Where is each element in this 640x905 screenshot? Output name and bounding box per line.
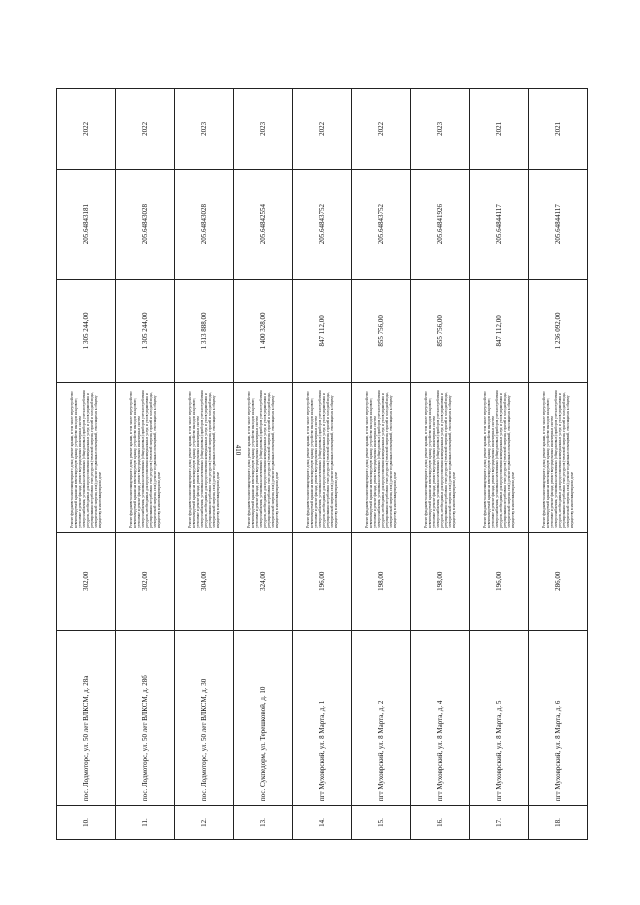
area-cell: 196,00 [470,532,528,630]
cost-cell: 855 756,00 [352,279,410,383]
cost-cell: 847 112,00 [470,279,528,383]
year-cell: 2022 [317,121,326,136]
area-cell: 196,00 [293,532,351,630]
work-types-cell: Ремонт фундамента многоквартирного дома; ремонт крыши, в том числе переустройство невентилируемой крыши на вентилируемую крышу, устройство выходов на кровлю; утепление и ремонт фасада; ремонт внутридомовых инженерных систем электроснабжения, установка коллективных (общедомовых) приборов учета потребления ресурсов, необходимых для предоставления коммунальных услуг, и узлов управления и регулирования потребления этих ресурсов (тепловой энергии, горячей и холодной воды, электрической энергии, газа); ремонт подвальных помещений, относящихся к общему имуществу в многоквартирном доме [411,382,469,532]
cost-cell: 1 236 092,00 [529,279,587,383]
table-row [470,89,529,839]
work-types-cell: Ремонт фундамента многоквартирного дома; ремонт крыши, в том числе переустройство невентилируемой крыши на вентилируемую крышу, устройство выходов на кровлю; утепление и ремонт фасада; ремонт внутридомовых инженерных систем электроснабжения, установка коллективных (общедомовых) приборов учета потребления ресурсов, необходимых для предоставления коммунальных услуг, и узлов управления и регулирования потребления этих ресурсов (тепловой энергии, горячей и холодной воды, электрической энергии, газа); ремонт подвальных помещений, относящихся к общему имуществу в многоквартирном доме [293,382,351,532]
cost-cell: 1 400 328,00 [234,279,292,383]
table-row [234,89,293,839]
work-types-cell: Ремонт фундамента многоквартирного дома; ремонт крыши, в том числе переустройство невентилируемой крыши на вентилируемую крышу, устройство выходов на кровлю; утепление и ремонт фасада; ремонт внутридомовых инженерных систем электроснабжения, установка коллективных (общедомовых) приборов учета потребления ресурсов, необходимых для предоставления коммунальных услуг, и узлов управления и регулирования потребления этих ресурсов (тепловой энергии, горячей и холодной воды, электрической энергии, газа); ремонт подвальных помещений, относящихся к общему имуществу в многоквартирном доме [529,382,587,532]
area-cell: 198,00 [411,532,469,630]
row-number-cell: 16. [411,805,469,839]
year-cell: 2023 [258,121,267,136]
table-row [116,89,175,839]
address-cell: пгт Муховрский, ул. 8 Марта, д. 6 [529,630,587,806]
row-number-cell: 14. [293,805,351,839]
address-cell: пос. Сукпедорм, ул. Терешковой, д. 10 [234,630,292,806]
house-id-cell: 205.64843028 [175,169,233,279]
row-number-cell: 15. [352,805,410,839]
house-id-cell: 205.64843752 [352,169,410,279]
address-cell: пгт Муховрский, ул. 8 Марта, д. 1 [293,630,351,806]
year-cell: 2023 [199,121,208,136]
area-cell: 198,00 [352,532,410,630]
year-cell: 2022 [376,121,385,136]
house-id-cell: 205.64841926 [411,169,469,279]
work-types-cell: Ремонт фундамента многоквартирного дома; ремонт крыши, в том числе переустройство невентилируемой крыши на вентилируемую крышу, устройство выходов на кровлю; утепление и ремонт фасада; ремонт внутридомовых инженерных систем электроснабжения, установка коллективных (общедомовых) приборов учета потребления ресурсов, необходимых для предоставления коммунальных услуг, и узлов управления и регулирования потребления этих ресурсов (тепловой энергии, горячей и холодной воды, электрической энергии, газа); ремонт подвальных помещений, относящихся к общему имуществу в многоквартирном доме [470,382,528,532]
table-row [352,89,411,839]
address-cell: пос. Лодмоторс, ул. 50 лет ВЛКСМ, д. 28а [57,630,115,806]
area-cell: 286,00 [529,532,587,630]
address-cell: пос. Лодмоторс, ул. 50 лет ВЛКСМ, д. 28б [116,630,174,806]
house-id-cell: 205.64844117 [470,169,528,279]
row-number-cell: 13. [234,805,292,839]
table-row [175,89,234,839]
table-row [529,89,587,839]
area-cell: 304,00 [175,532,233,630]
row-number-cell: 18. [529,805,587,839]
year-cell: 2021 [494,121,503,136]
cost-cell: 1 305 244,00 [57,279,115,383]
year-cell: 2023 [435,121,444,136]
year-cell: 2022 [140,121,149,136]
cost-cell: 855 756,00 [411,279,469,383]
house-id-cell: 205.64844117 [529,169,587,279]
address-cell: пос. Лодмоторс, ул. 50 лет ВЛКСМ, д. 30 [175,630,233,806]
house-id-cell: 205.64842554 [234,169,292,279]
address-cell: пгт Муховрский, ул. 8 Марта, д. 4 [411,630,469,806]
table-row [411,89,470,839]
cost-cell: 1 305 244,00 [116,279,174,383]
year-cell: 2021 [553,121,562,136]
house-id-cell: 205.64843028 [116,169,174,279]
address-cell: пгт Муховрский, ул. 8 Марта, д. 2 [352,630,410,806]
row-number-cell: 11. [116,805,174,839]
cost-cell: 847 112,00 [293,279,351,383]
table-row [57,89,116,839]
work-types-cell: Ремонт фундамента многоквартирного дома; ремонт крыши, в том числе переустройство невентилируемой крыши на вентилируемую крышу, устройство выходов на кровлю; утепление и ремонт фасада; ремонт внутридомовых инженерных систем электроснабжения, установка коллективных (общедомовых) приборов учета потребления ресурсов, необходимых для предоставления коммунальных услуг, и узлов управления и регулирования потребления этих ресурсов (тепловой энергии, горячей и холодной воды, электрической энергии, газа); ремонт подвальных помещений, относящихся к общему имуществу в многоквартирном доме [116,382,174,532]
work-types-cell: Ремонт фундамента многоквартирного дома; ремонт крыши, в том числе переустройство невентилируемой крыши на вентилируемую крышу, устройство выходов на кровлю; утепление и ремонт фасада; ремонт внутридомовых инженерных систем электроснабжения, установка коллективных (общедомовых) приборов учета потребления ресурсов, необходимых для предоставления коммунальных услуг, и узлов управления и регулирования потребления этих ресурсов (тепловой энергии, горячей и холодной воды, электрической энергии, газа); ремонт подвальных помещений, относящихся к общему имуществу в многоквартирном доме [352,382,410,532]
area-cell: 302,00 [57,532,115,630]
table-row [293,89,352,839]
work-types-cell: Ремонт фундамента многоквартирного дома; ремонт крыши, в том числе переустройство невентилируемой крыши на вентилируемую крышу, устройство выходов на кровлю; утепление и ремонт фасада; ремонт внутридомовых инженерных систем электроснабжения, установка коллективных (общедомовых) приборов учета потребления ресурсов, необходимых для предоставления коммунальных услуг, и узлов управления и регулирования потребления этих ресурсов (тепловой энергии, горячей и холодной воды, электрической энергии, газа); ремонт подвальных помещений, относящихся к общему имуществу в многоквартирном доме [175,382,233,532]
work-types-cell: Ремонт фундамента многоквартирного дома; ремонт крыши, в том числе переустройство невентилируемой крыши на вентилируемую крышу, устройство выходов на кровлю; утепление и ремонт фасада; ремонт внутридомовых инженерных систем электроснабжения, установка коллективных (общедомовых) приборов учета потребления ресурсов, необходимых для предоставления коммунальных услуг, и узлов управления и регулирования потребления этих ресурсов (тепловой энергии, горячей и холодной воды, электрической энергии, газа); ремонт подвальных помещений, относящихся к общему имуществу в многоквартирном доме [234,382,292,532]
year-cell: 2022 [81,121,90,136]
house-id-cell: 205.64843181 [57,169,115,279]
work-types-cell: Ремонт фундамента многоквартирного дома; ремонт крыши, в том числе переустройство невентилируемой крыши на вентилируемую крышу, устройство выходов на кровлю; утепление и ремонт фасада; ремонт внутридомовых инженерных систем электроснабжения, установка коллективных (общедомовых) приборов учета потребления ресурсов, необходимых для предоставления коммунальных услуг, и узлов управления и регулирования потребления этих ресурсов (тепловой энергии, горячей и холодной воды, электрической энергии, газа); ремонт подвальных помещений, относящихся к общему имуществу в многоквартирном доме [57,382,115,532]
cost-cell: 1 313 888,00 [175,279,233,383]
area-cell: 302,00 [116,532,174,630]
house-id-cell: 205.64843752 [293,169,351,279]
address-cell: пгт Муховрский, ул. 8 Марта, д. 5 [470,630,528,806]
page-number: 410 [234,444,242,456]
area-cell: 324,00 [234,532,292,630]
row-number-cell: 10. [57,805,115,839]
row-number-cell: 12. [175,805,233,839]
row-number-cell: 17. [470,805,528,839]
table-wrapper [56,88,588,840]
capital-repair-table [56,88,588,840]
